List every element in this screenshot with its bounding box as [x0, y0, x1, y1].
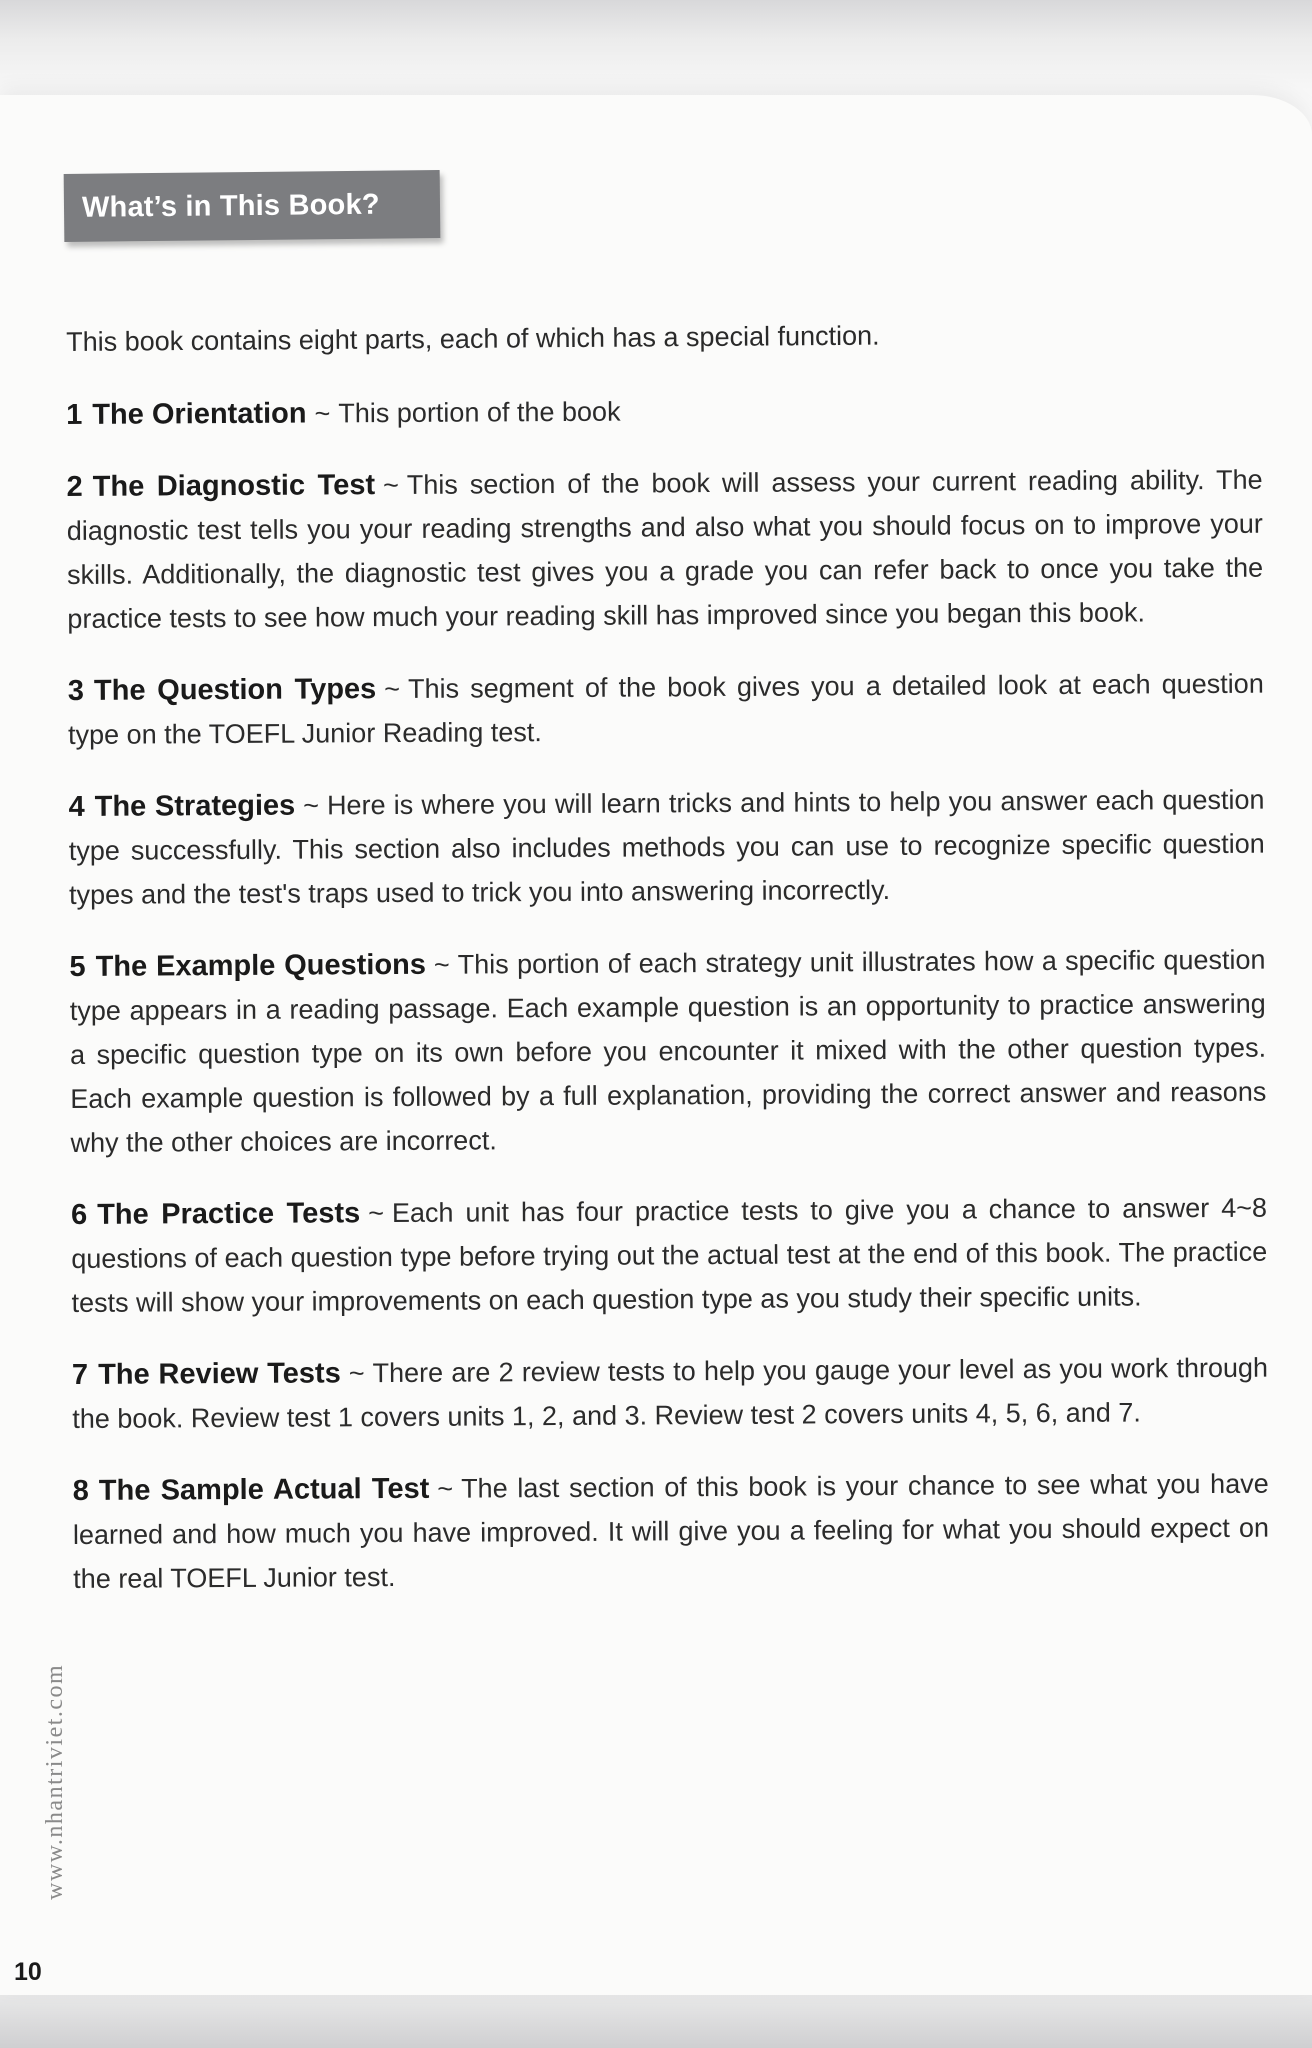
- part-number: 2: [66, 470, 83, 503]
- publisher-watermark: www.nhantriviet.com: [42, 1663, 68, 1900]
- part-separator: ~: [303, 790, 320, 821]
- part-title: The Question Types: [93, 673, 377, 707]
- section-title-box: [64, 170, 441, 242]
- part-item-8: [73, 1462, 1270, 1601]
- parts-list: [66, 386, 1270, 1629]
- part-separator: ~: [368, 1198, 385, 1229]
- part-item-3: [68, 662, 1265, 757]
- part-item-4: [68, 778, 1265, 917]
- part-number: 8: [72, 1474, 89, 1507]
- part-item-7: [72, 1346, 1269, 1441]
- part-number: 7: [71, 1358, 89, 1391]
- part-item-5: [69, 938, 1266, 1165]
- section-title: What’s in This Book?: [81, 188, 380, 224]
- part-number: 5: [69, 950, 86, 983]
- part-title: The Strategies: [94, 789, 296, 823]
- part-description: There are 2 review tests to help you gauge your level as you work through the book. Review test 1 covers units 1, 2, and 3. Review test 2 covers units 4, 5, 6, and 7.: [72, 1352, 1269, 1434]
- part-number: 4: [68, 790, 85, 823]
- part-number: 6: [70, 1198, 88, 1231]
- part-item-6: [71, 1186, 1268, 1325]
- part-title: The Diagnostic Test: [92, 469, 376, 503]
- part-separator: ~: [348, 1358, 365, 1389]
- part-description: This portion of the book: [338, 396, 621, 429]
- part-description: This segment of the book gives you a detailed look at each question type on the TOEFL Junior Reading test.: [67, 668, 1264, 750]
- part-separator: ~: [384, 673, 401, 705]
- part-number: 3: [67, 674, 85, 707]
- part-title: The Practice Tests: [97, 1197, 361, 1231]
- part-separator: ~: [433, 949, 450, 980]
- part-number: 1: [66, 398, 83, 431]
- part-description: This section of the book will assess your current reading ability. The diagnostic test tells you your reading strengths and also what you should focus on to improve your skills. Additionally, the diagnostic test gives you a grade you can refer back to once you take the practice tests to see how much your reading skill has improved since you began this book.: [66, 464, 1264, 634]
- part-item-1: [66, 386, 1262, 437]
- part-description: The last section of this book is your chance to see what you have learned and how much you have improved. It will give you a feeling for what you should expect on the real TOEFL Junior test.: [72, 1468, 1270, 1594]
- part-item-2: [66, 458, 1263, 641]
- part-title: The Review Tests: [98, 1357, 341, 1391]
- part-separator: ~: [437, 1473, 454, 1504]
- part-title: The Example Questions: [95, 948, 427, 983]
- part-description: Here is where you will learn tricks and hints to help you answer each question type successfully. This section also includes methods you can use to recognize specific question types and the test's traps used to trick you into answering incorrectly.: [68, 784, 1265, 910]
- part-title: The Orientation: [92, 397, 307, 431]
- part-title: The Sample Actual Test: [98, 1472, 430, 1507]
- part-separator: ~: [314, 398, 331, 429]
- page-number: 10: [14, 1958, 42, 1986]
- part-description: This portion of each strategy unit illustrates how a specific question type appears in a reading passage. Each example question is an opportunity to practice answering a specific question type on its own before you encounter it mixed with the other question types. Each example question is followed by a full explanation, providing the correct answer and reasons why the other choices are incorrect.: [69, 944, 1267, 1158]
- part-description: Each unit has four practice tests to give you a chance to answer 4~8 questions of each question type before trying out the actual test at the end of this book. The practice tests will show your improvements on each question type as you study their specific units.: [71, 1192, 1268, 1318]
- part-separator: ~: [382, 469, 399, 501]
- intro-paragraph: This book contains eight parts, each of which has a special function.: [66, 320, 880, 357]
